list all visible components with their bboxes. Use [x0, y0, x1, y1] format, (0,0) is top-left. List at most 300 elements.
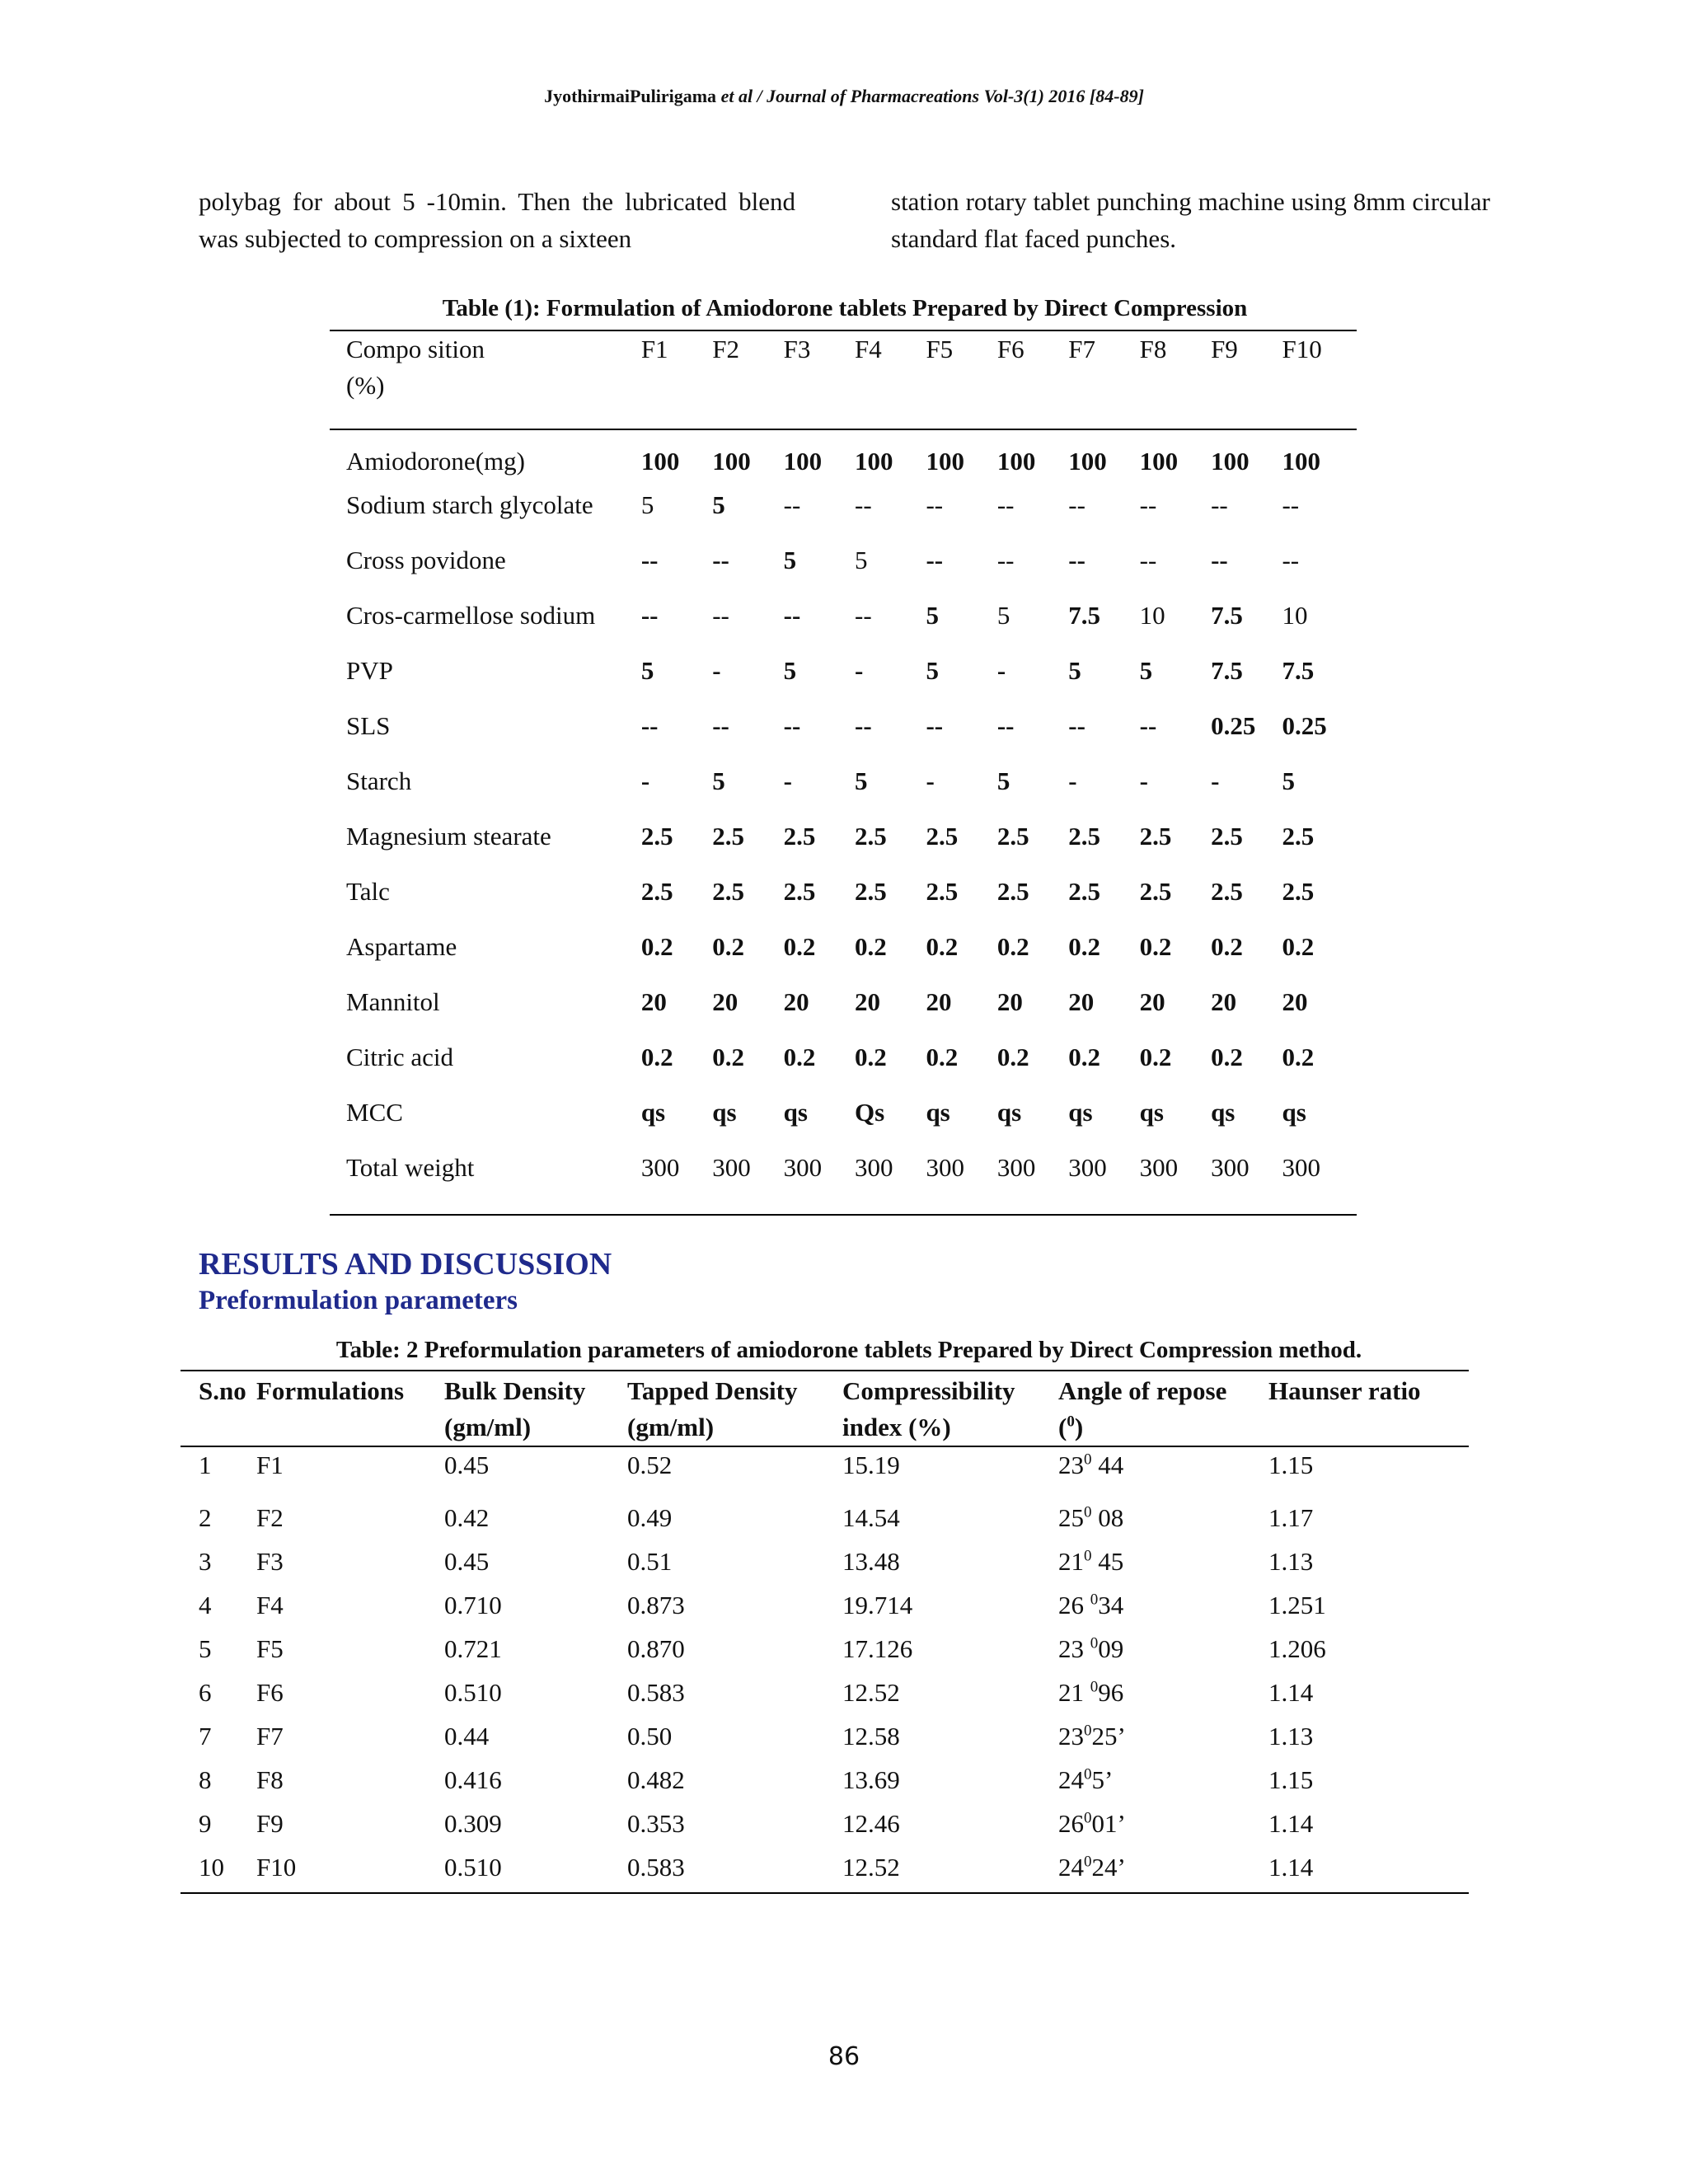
table-row	[330, 762, 1357, 817]
tapped-density-cell: 0.49	[627, 1503, 673, 1532]
table-cell: qs	[1282, 1098, 1306, 1127]
degree-sup: 0	[1084, 1547, 1092, 1565]
table-row	[330, 982, 1357, 1038]
table-cell: 2.5	[1139, 877, 1172, 906]
table-row	[181, 1446, 1469, 1502]
table-cell: 2.5	[783, 822, 816, 851]
table-cell: qs	[712, 1098, 737, 1127]
tapped-density-cell: 0.870	[627, 1634, 685, 1663]
table-cell: --	[926, 490, 944, 519]
column-header: F6	[996, 335, 1025, 363]
angle-degrees: 23	[1058, 1451, 1084, 1479]
table-cell: 0.2	[1139, 932, 1172, 961]
table-cell: 2.5	[1211, 877, 1243, 906]
angle-of-repose-header-line1: Angle of repose	[1058, 1376, 1227, 1405]
table-cell: 0.2	[1282, 932, 1315, 961]
bulk-density-header-line1: Bulk Density	[444, 1376, 586, 1405]
table-cell: --	[996, 490, 1015, 519]
table-cell: 5	[996, 601, 1010, 630]
table-cell: --	[783, 711, 801, 740]
table-cell: --	[1211, 546, 1228, 574]
table-row	[330, 651, 1357, 706]
sno-cell: 3	[199, 1547, 212, 1576]
hausner-ratio-cell: 1.15	[1268, 1451, 1314, 1479]
angle-degrees: 23	[1058, 1634, 1090, 1663]
table-cell: 5	[996, 766, 1010, 795]
formulation-cell: F7	[256, 1722, 284, 1750]
degree-sup: 0	[1084, 1503, 1092, 1521]
compressibility-cell: 13.48	[842, 1547, 900, 1576]
table-cell: --	[855, 490, 872, 519]
table-cell: 100	[712, 447, 751, 476]
table-cell: 100	[1068, 447, 1107, 476]
table-row	[330, 1038, 1357, 1093]
table-cell: -	[855, 656, 864, 685]
table-cell: 0.2	[1068, 1043, 1100, 1071]
compressibility-cell: 12.52	[842, 1853, 900, 1882]
table-cell: 0.25	[1282, 711, 1327, 740]
degree-sup: 0	[1067, 1413, 1075, 1431]
table-cell: 2.5	[640, 822, 673, 851]
angle-degrees: 25	[1058, 1503, 1084, 1532]
angle-of-repose-cell	[1058, 1589, 1268, 1633]
table-cell: --	[996, 546, 1015, 574]
table-cell: 300	[1211, 1153, 1250, 1182]
table-cell: 2.5	[1211, 822, 1243, 851]
angle-degrees: 23	[1058, 1722, 1084, 1750]
table-cell: 2.5	[926, 877, 959, 906]
hausner-ratio-cell: 1.15	[1268, 1765, 1314, 1794]
table-cell: 0.2	[783, 932, 816, 961]
table-cell: -	[783, 766, 792, 795]
sno-cell: 8	[199, 1765, 212, 1794]
ingredient-name: Aspartame	[346, 932, 457, 961]
table-cell: --	[1068, 711, 1085, 740]
formulation-cell: F2	[256, 1503, 284, 1532]
table-row	[330, 485, 1357, 541]
ingredient-name: Magnesium stearate	[346, 822, 551, 851]
angle-degrees: 21	[1058, 1678, 1090, 1707]
table-cell: 2.5	[996, 877, 1029, 906]
table-cell: 5	[855, 546, 868, 574]
angle-minutes: 08	[1091, 1503, 1124, 1532]
table-cell: 100	[1139, 447, 1179, 476]
degree-sup: 0	[1090, 1634, 1099, 1652]
table-cell: 5	[712, 490, 725, 519]
ingredient-name: Mannitol	[346, 987, 440, 1016]
table-cell: --	[1211, 490, 1228, 519]
ingredient-name: Starch	[346, 766, 412, 795]
angle-of-repose-cell	[1058, 1633, 1268, 1676]
compressibility-cell: 12.58	[842, 1722, 900, 1750]
sno-cell: 6	[199, 1678, 212, 1707]
sno-cell: 7	[199, 1722, 212, 1750]
hausner-ratio-cell: 1.13	[1268, 1547, 1314, 1576]
degree-sup: 0	[1084, 1809, 1092, 1827]
degree-sup: 0	[1084, 1451, 1092, 1469]
table-cell: 20	[996, 987, 1023, 1016]
table-cell: qs	[1068, 1098, 1093, 1127]
degree-sup: 0	[1084, 1853, 1092, 1871]
formulation-cell: F5	[256, 1634, 284, 1663]
table-cell: 20	[926, 987, 952, 1016]
table-cell: 0.2	[712, 1043, 744, 1071]
table-row	[330, 872, 1357, 927]
angle-minutes: 5’	[1091, 1765, 1114, 1794]
table-cell: 0.2	[640, 932, 673, 961]
table-row	[181, 1676, 1469, 1720]
bulk-density-cell: 0.510	[444, 1853, 502, 1882]
degree-sup: 0	[1090, 1591, 1099, 1609]
table-cell: -	[996, 656, 1006, 685]
tapped-density-cell: 0.482	[627, 1765, 685, 1794]
compressibility-header-line2: index (%)	[842, 1413, 951, 1441]
angle-of-repose-cell	[1058, 1676, 1268, 1720]
formulation-cell: F8	[256, 1765, 284, 1794]
angle-of-repose-cell	[1058, 1502, 1268, 1545]
table-cell: --	[1068, 490, 1085, 519]
formulation-cell: F9	[256, 1809, 284, 1838]
table-cell: 300	[1139, 1153, 1179, 1182]
bulk-density-cell: 0.710	[444, 1591, 502, 1619]
bulk-density-cell: 0.45	[444, 1547, 490, 1576]
table-cell: 2.5	[712, 822, 744, 851]
formulation-table	[330, 330, 1357, 1216]
column-header: F10	[1282, 335, 1322, 363]
table-cell: -	[712, 656, 721, 685]
table-cell: 5	[783, 546, 797, 574]
sno-cell: 1	[199, 1451, 212, 1479]
preformulation-table-header	[181, 1371, 1469, 1446]
table-cell: --	[640, 546, 659, 574]
tapped-density-cell: 0.50	[627, 1722, 673, 1750]
bulk-density-cell: 0.510	[444, 1678, 502, 1707]
compressibility-cell: 17.126	[842, 1634, 913, 1663]
table-cell: 5	[783, 656, 797, 685]
table2-caption: Table: 2 Preformulation parameters of amiodorone tablets Prepared by Direct Compression method.	[335, 1337, 1362, 1363]
table-cell: 0.2	[1211, 1043, 1243, 1071]
tapped-density-cell: 0.873	[627, 1591, 685, 1619]
table-cell: qs	[783, 1098, 808, 1127]
table-cell: -	[1068, 766, 1077, 795]
angle-unit-open: (	[1058, 1413, 1067, 1441]
table-cell: -	[640, 766, 650, 795]
tapped-density-header-line1: Tapped Density	[627, 1376, 798, 1405]
angle-of-repose-cell	[1058, 1545, 1268, 1589]
table-cell: 0.2	[996, 932, 1029, 961]
table-cell: 5	[1282, 766, 1295, 795]
intro-left-column	[199, 183, 795, 257]
table-row	[330, 429, 1357, 485]
composition-header	[330, 330, 641, 429]
table-cell: 0.2	[640, 1043, 673, 1071]
hausner-ratio-cell: 1.13	[1268, 1722, 1314, 1750]
angle-unit-close: )	[1074, 1413, 1084, 1441]
table-cell: 2.5	[1282, 877, 1315, 906]
angle-minutes: 01’	[1091, 1809, 1126, 1838]
angle-minutes: 45	[1091, 1547, 1124, 1576]
table-cell: 5	[1139, 656, 1153, 685]
table-cell: 0.2	[1139, 1043, 1172, 1071]
table-cell: 2.5	[1282, 822, 1315, 851]
table-row	[330, 541, 1357, 596]
table-cell: 5	[926, 601, 939, 630]
table-cell: 7.5	[1211, 601, 1243, 630]
bulk-density-header-line2: (gm/ml)	[444, 1413, 532, 1441]
table-cell: qs	[996, 1098, 1022, 1127]
tapped-density-cell: 0.353	[627, 1809, 685, 1838]
table-cell: -	[1139, 766, 1148, 795]
formulation-table-header	[330, 330, 1357, 429]
column-header: F1	[640, 335, 668, 363]
sno-cell: 5	[199, 1634, 212, 1663]
table-cell: 20	[1068, 987, 1095, 1016]
table-cell: 2.5	[996, 822, 1029, 851]
table-cell: --	[640, 601, 659, 630]
running-header	[0, 86, 1688, 107]
table-cell: 300	[783, 1153, 823, 1182]
degree-sup: 0	[1084, 1722, 1092, 1740]
table-cell: 300	[855, 1153, 893, 1182]
table1-caption: Table (1): Formulation of Amiodorone tablets Prepared by Direct Compression	[442, 295, 1248, 321]
compressibility-header	[842, 1371, 1058, 1446]
table-cell: 0.2	[926, 932, 959, 961]
table-cell: 100	[1282, 447, 1320, 476]
table-cell: 100	[996, 447, 1036, 476]
table-cell: --	[1282, 546, 1300, 574]
table-cell: 5	[1068, 656, 1081, 685]
table-cell: 5	[855, 766, 868, 795]
hausner-ratio-cell: 1.206	[1268, 1634, 1326, 1663]
table-cell: --	[1139, 490, 1157, 519]
column-header: F8	[1139, 335, 1167, 363]
table-cell: 20	[855, 987, 881, 1016]
preformulation-table	[181, 1370, 1469, 1894]
table-cell: 100	[1211, 447, 1250, 476]
table-cell: 20	[1282, 987, 1308, 1016]
table-cell: 300	[640, 1153, 680, 1182]
column-header: F4	[855, 335, 882, 363]
table-cell: 0.2	[855, 1043, 887, 1071]
hausner-ratio-cell: 1.17	[1268, 1503, 1314, 1532]
ingredient-name: Total weight	[346, 1153, 475, 1182]
table-cell: 2.5	[1139, 822, 1172, 851]
table-cell: 5	[712, 766, 725, 795]
table-cell: 0.2	[926, 1043, 959, 1071]
column-header: F7	[1068, 335, 1095, 363]
table-cell: 0.2	[996, 1043, 1029, 1071]
table-cell: -	[926, 766, 935, 795]
table-cell: 2.5	[926, 822, 959, 851]
ingredient-name: MCC	[346, 1098, 403, 1127]
column-header: F5	[926, 335, 954, 363]
angle-degrees: 21	[1058, 1547, 1084, 1576]
table-cell: 2.5	[783, 877, 816, 906]
subsection-title: Preformulation parameters	[199, 1286, 518, 1315]
angle-of-repose-cell	[1058, 1851, 1268, 1893]
table-cell: 0.2	[855, 932, 887, 961]
table-cell: 2.5	[855, 877, 887, 906]
bulk-density-cell: 0.44	[444, 1722, 490, 1750]
table-cell: --	[926, 711, 944, 740]
header-citation: et al / Journal of Pharmacreations Vol-3(1) 2016 [84-89]	[720, 86, 1144, 106]
tapped-density-cell: 0.51	[627, 1547, 673, 1576]
hausner-ratio-cell: 1.14	[1268, 1853, 1314, 1882]
table-row	[181, 1502, 1469, 1545]
ingredient-name: Cross povidone	[346, 546, 506, 574]
angle-minutes: 44	[1091, 1451, 1124, 1479]
page-number: 86	[828, 2042, 860, 2071]
compressibility-cell: 15.19	[842, 1451, 900, 1479]
table-row	[181, 1851, 1469, 1893]
ingredient-name: Sodium starch glycolate	[346, 490, 593, 519]
angle-degrees: 24	[1058, 1765, 1084, 1794]
table-row	[330, 817, 1357, 872]
sno-cell: 10	[199, 1853, 224, 1882]
table-row	[181, 1589, 1469, 1633]
table-cell: 100	[855, 447, 893, 476]
table-row	[330, 927, 1357, 982]
table-cell: 20	[640, 987, 667, 1016]
table-cell: 20	[1139, 987, 1165, 1016]
table-cell: --	[640, 711, 659, 740]
angle-degrees: 26	[1058, 1809, 1084, 1838]
sno-cell: 9	[199, 1809, 212, 1838]
intro-left-text: polybag for about 5 -10min. Then the lubricated blend was subjected to compression on a sixteen	[199, 187, 795, 253]
table-cell: 100	[926, 447, 964, 476]
table-cell: qs	[926, 1098, 950, 1127]
compressibility-cell: 19.714	[842, 1591, 913, 1619]
degree-sup: 0	[1090, 1678, 1099, 1696]
ingredient-name: Cros-carmellose sodium	[346, 601, 596, 630]
table-cell: Qs	[855, 1098, 885, 1127]
compressibility-cell: 12.52	[842, 1678, 900, 1707]
composition-header-line1: Compo sition	[346, 335, 485, 363]
table-cell: 300	[1068, 1153, 1107, 1182]
column-header: F2	[712, 335, 739, 363]
angle-minutes: 09	[1098, 1634, 1124, 1663]
formulation-cell: F4	[256, 1591, 284, 1619]
table-cell: 5	[926, 656, 939, 685]
table-cell: 300	[926, 1153, 964, 1182]
formulation-cell: F10	[256, 1853, 297, 1882]
tapped-density-header-line2: (gm/ml)	[627, 1413, 715, 1441]
bulk-density-cell: 0.721	[444, 1634, 502, 1663]
ingredient-name: SLS	[346, 711, 391, 740]
table-cell: --	[1139, 711, 1157, 740]
table-cell: 300	[996, 1153, 1036, 1182]
tapped-density-cell: 0.583	[627, 1678, 685, 1707]
hausner-ratio-header: Haunser ratio	[1268, 1376, 1421, 1405]
table-row	[181, 1807, 1469, 1851]
table-cell: --	[783, 601, 801, 630]
table-cell: 7.5	[1068, 601, 1100, 630]
table-row	[330, 1148, 1357, 1215]
ingredient-name: Amiodorone(mg)	[346, 447, 525, 476]
bulk-density-cell: 0.309	[444, 1809, 502, 1838]
table-cell: 5	[640, 656, 654, 685]
table-cell: 2.5	[1068, 822, 1100, 851]
table-cell: 20	[1211, 987, 1237, 1016]
table-cell: --	[855, 711, 872, 740]
table-cell: 0.2	[1282, 1043, 1315, 1071]
table-row	[330, 596, 1357, 651]
table-cell: 300	[712, 1153, 751, 1182]
table-row	[330, 706, 1357, 762]
table-cell: 2.5	[640, 877, 673, 906]
table-cell: 0.2	[1068, 932, 1100, 961]
angle-degrees: 24	[1058, 1853, 1084, 1882]
table-cell: -	[1211, 766, 1220, 795]
table-cell: --	[1139, 546, 1157, 574]
table-cell: 300	[1282, 1153, 1320, 1182]
section-title: RESULTS AND DISCUSSION	[199, 1247, 612, 1282]
column-header: F3	[783, 335, 811, 363]
table-cell: 0.2	[1211, 932, 1243, 961]
table-row	[181, 1633, 1469, 1676]
table-cell: 0.2	[712, 932, 744, 961]
table-cell: 100	[783, 447, 823, 476]
ingredient-name: Citric acid	[346, 1043, 453, 1071]
table-row	[330, 1093, 1357, 1148]
table-cell: --	[712, 546, 729, 574]
table-cell: 7.5	[1282, 656, 1315, 685]
angle-of-repose-cell	[1058, 1720, 1268, 1764]
table-cell: 5	[640, 490, 654, 519]
tapped-density-cell: 0.52	[627, 1451, 673, 1479]
compressibility-header-line1: Compressibility	[842, 1376, 1015, 1405]
angle-minutes: 24’	[1091, 1853, 1126, 1882]
hausner-ratio-cell: 1.14	[1268, 1809, 1314, 1838]
table-cell: --	[712, 601, 729, 630]
formulation-cell: F6	[256, 1678, 284, 1707]
bulk-density-cell: 0.416	[444, 1765, 502, 1794]
formulation-cell: F3	[256, 1547, 284, 1576]
table-cell: --	[1282, 490, 1300, 519]
compressibility-cell: 14.54	[842, 1503, 900, 1532]
intro-right-text: station rotary tablet punching machine using 8mm circular standard flat faced punches.	[891, 187, 1490, 253]
table-cell: qs	[640, 1098, 666, 1127]
table-cell: 20	[783, 987, 809, 1016]
table-cell: --	[1068, 546, 1085, 574]
intro-right-column	[891, 183, 1490, 257]
table-cell: --	[712, 711, 729, 740]
hausner-ratio-cell: 1.251	[1268, 1591, 1326, 1619]
table-cell: --	[855, 601, 872, 630]
table-cell: 20	[712, 987, 738, 1016]
table-cell: 2.5	[1068, 877, 1100, 906]
formulations-header: Formulations	[256, 1376, 405, 1405]
angle-of-repose-cell	[1058, 1764, 1268, 1807]
ingredient-name: PVP	[346, 656, 393, 685]
table-row	[181, 1545, 1469, 1589]
angle-degrees: 26	[1058, 1591, 1090, 1619]
composition-header-line2: (%)	[346, 371, 385, 400]
table-cell: 100	[640, 447, 680, 476]
ingredient-name: Talc	[346, 877, 390, 906]
sno-header: S.no	[199, 1376, 246, 1405]
formulation-cell: F1	[256, 1451, 284, 1479]
table-cell: 10	[1139, 601, 1165, 630]
sno-cell: 2	[199, 1503, 212, 1532]
angle-minutes: 25’	[1091, 1722, 1126, 1750]
angle-of-repose-header	[1058, 1371, 1268, 1446]
hausner-ratio-cell: 1.14	[1268, 1678, 1314, 1707]
bulk-density-cell: 0.42	[444, 1503, 490, 1532]
bulk-density-cell: 0.45	[444, 1451, 490, 1479]
table-cell: 7.5	[1211, 656, 1243, 685]
compressibility-cell: 12.46	[842, 1809, 900, 1838]
